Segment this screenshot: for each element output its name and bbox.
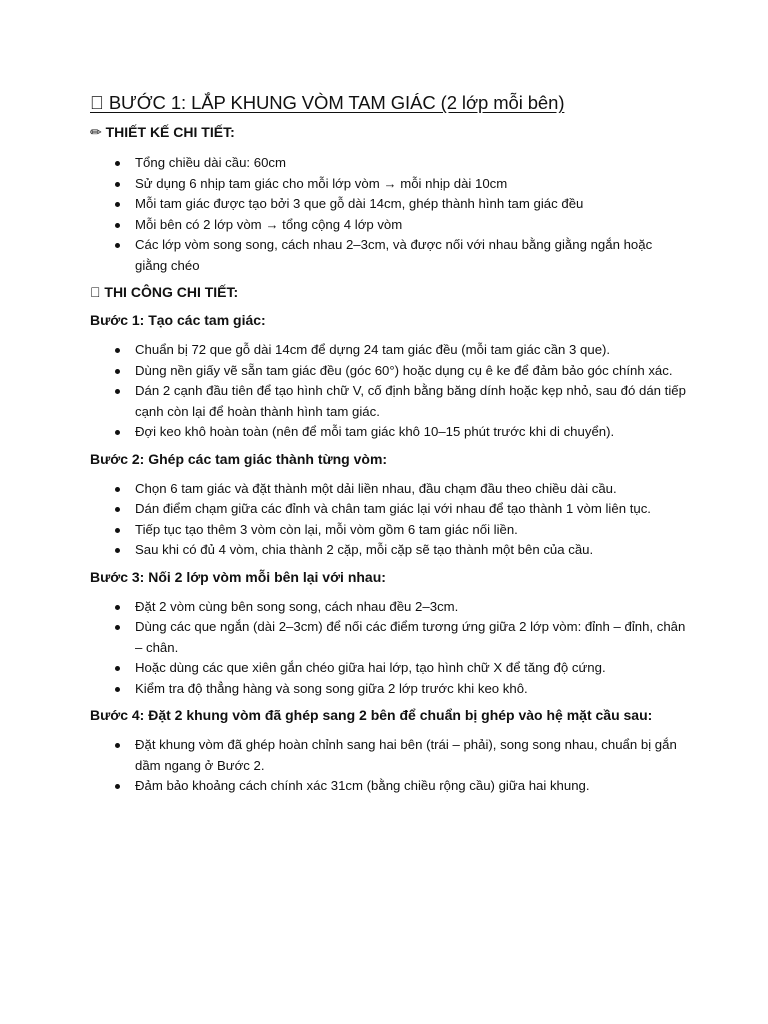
list-item-text: Mỗi tam giác được tạo bởi 3 que gỗ dài 14cm, ghép thành hình tam giác đều bbox=[135, 196, 584, 211]
bullet-icon bbox=[115, 625, 120, 630]
bullet-icon bbox=[115, 389, 120, 394]
list-item bbox=[90, 679, 688, 700]
list-item bbox=[90, 361, 688, 382]
list-item bbox=[90, 597, 688, 618]
list-item-text: Mỗi bên có 2 lớp vòm → tổng cộng 4 lớp vòm bbox=[135, 216, 403, 232]
bullet-icon bbox=[115, 161, 120, 166]
bullet-icon bbox=[115, 202, 120, 207]
bullet-icon bbox=[115, 487, 120, 492]
list-item bbox=[90, 235, 688, 276]
list-item bbox=[90, 617, 688, 658]
list-item-text: Đặt 2 vòm cùng bên song song, cách nhau đều 2–3cm. bbox=[135, 598, 459, 614]
list-item bbox=[90, 422, 688, 443]
bullet-icon bbox=[115, 243, 120, 248]
bullet-icon bbox=[115, 369, 120, 374]
design-list bbox=[90, 153, 688, 276]
list-item-text: Sử dụng 6 nhịp tam giác cho mỗi lớp vòm → mỗi nhịp dài 10cm bbox=[135, 175, 508, 191]
list-item bbox=[90, 381, 688, 422]
bullet-icon bbox=[115, 507, 120, 512]
bullet-icon bbox=[115, 348, 120, 353]
step-2-heading: Bước 2: Ghép các tam giác thành từng vòm: bbox=[90, 450, 388, 467]
bullet-icon bbox=[115, 223, 120, 228]
list-item bbox=[90, 194, 688, 215]
step-3-heading: Bước 3: Nối 2 lớp vòm mỗi bên lại với nhau: bbox=[90, 568, 386, 585]
list-item bbox=[90, 735, 688, 776]
list-item bbox=[90, 215, 688, 236]
list-item-text: Các lớp vòm song song, cách nhau 2–3cm, và được nối với nhau bằng giằng ngắn hoặc giằng chéo bbox=[135, 237, 653, 273]
list-item bbox=[90, 479, 688, 500]
list-item-text: Chuẩn bị 72 que gỗ dài 14cm để dựng 24 tam giác đều (mỗi tam giác cần 3 que). bbox=[135, 342, 611, 357]
list-item-text: Tổng chiều dài cầu: 60cm bbox=[135, 155, 287, 170]
list-item-text: Chọn 6 tam giác và đặt thành một dải liền nhau, đầu chạm đầu theo chiều dài cầu. bbox=[135, 480, 617, 496]
bullet-icon bbox=[115, 666, 120, 671]
bullet-icon bbox=[115, 430, 120, 435]
list-item-text: Dùng nền giấy vẽ sẵn tam giác đều (góc 60°) hoặc dụng cụ ê ke để đảm bảo góc chính xác. bbox=[135, 362, 673, 378]
bullet-icon bbox=[115, 548, 120, 553]
step-1-list bbox=[90, 340, 688, 443]
step-2-list bbox=[90, 479, 688, 561]
list-item-text: Dán 2 cạnh đầu tiên để tạo hình chữ V, cố định bằng băng dính hoặc kẹp nhỏ, sau đó dán tiếp cạnh còn lại để hoàn thành hình tam giác. bbox=[135, 383, 686, 419]
bullet-icon bbox=[115, 605, 120, 610]
bullet-icon bbox=[115, 182, 120, 187]
list-item bbox=[90, 499, 688, 520]
bullet-icon bbox=[115, 743, 120, 748]
step-3-list bbox=[90, 597, 688, 700]
list-item bbox=[90, 520, 688, 541]
list-item bbox=[90, 174, 688, 195]
list-item-text: Đảm bảo khoảng cách chính xác 31cm (bằng chiều rộng cầu) giữa hai khung. bbox=[135, 778, 590, 793]
construction-heading: 􀂠 THI CÔNG CHI TIẾT: bbox=[90, 284, 239, 300]
list-item-text: Tiếp tục tạo thêm 3 vòm còn lại, mỗi vòm gồm 6 tam giác nối liền. bbox=[135, 521, 518, 537]
list-item-text: Dán điểm chạm giữa các đỉnh và chân tam giác lại với nhau để tạo thành 1 vòm liên tục. bbox=[135, 501, 651, 516]
list-item-text: Đợi keo khô hoàn toàn (nên để mỗi tam giác khô 10–15 phút trước khi di chuyển). bbox=[135, 424, 615, 439]
list-item bbox=[90, 776, 688, 797]
bullet-icon bbox=[115, 784, 120, 789]
list-item-text: Sau khi có đủ 4 vòm, chia thành 2 cặp, mỗi cặp sẽ tạo thành một bên của cầu. bbox=[135, 542, 594, 557]
bullet-icon bbox=[115, 528, 120, 533]
list-item bbox=[90, 540, 688, 561]
step-4-heading: Bước 4: Đặt 2 khung vòm đã ghép sang 2 bên để chuẩn bị ghép vào hệ mặt cầu sau: bbox=[90, 707, 653, 723]
list-item bbox=[90, 153, 688, 174]
list-item-text: Hoặc dùng các que xiên gắn chéo giữa hai lớp, tạo hình chữ X để tăng độ cứng. bbox=[135, 660, 606, 675]
design-heading: ✏ THIẾT KẾ CHI TIẾT: bbox=[90, 124, 235, 140]
step-1-heading: Bước 1: Tạo các tam giác: bbox=[90, 312, 266, 328]
list-item-text: Dùng các que ngắn (dài 2–3cm) để nối các điểm tương ứng giữa 2 lớp vòm: đỉnh – đỉnh, chân – chân. bbox=[135, 619, 686, 655]
step-4-list bbox=[90, 735, 688, 797]
list-item-text: Đặt khung vòm đã ghép hoàn chỉnh sang hai bên (trái – phải), song song nhau, chuẩn bị gắn dầm ngang ở Bước 2. bbox=[135, 737, 677, 773]
bullet-icon bbox=[115, 687, 120, 692]
list-item bbox=[90, 658, 688, 679]
list-item bbox=[90, 340, 688, 361]
list-item-text: Kiểm tra độ thẳng hàng và song song giữa 2 lớp trước khi keo khô. bbox=[135, 680, 528, 696]
page-title: 􀂠 BƯỚC 1: LẮP KHUNG VÒM TAM GIÁC (2 lớp mỗi bên) bbox=[90, 92, 565, 113]
